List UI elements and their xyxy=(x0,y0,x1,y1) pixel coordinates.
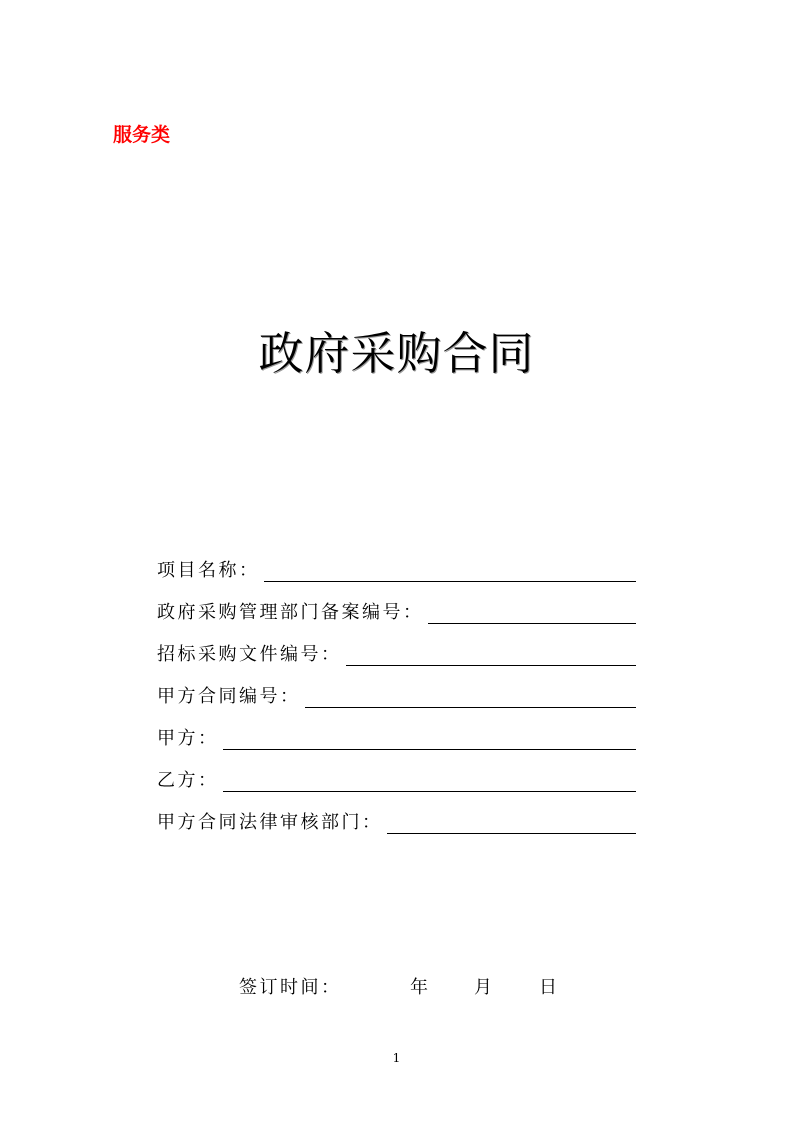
signing-year-label: 年 xyxy=(410,977,431,998)
field-label: 甲方： xyxy=(157,728,219,749)
signing-day-label: 日 xyxy=(539,977,560,998)
field-label: 甲方合同编号： xyxy=(157,686,301,707)
project-name-blank-line xyxy=(264,581,637,582)
field-label: 招标采购文件编号： xyxy=(157,644,342,665)
field-tender-document-number xyxy=(157,642,636,667)
party-a-contract-number-blank-line xyxy=(305,707,637,708)
signing-month-label: 月 xyxy=(474,977,495,998)
signing-date-row xyxy=(0,975,793,1001)
filing-number-blank-line xyxy=(428,623,637,624)
field-label: 政府采购管理部门备案编号： xyxy=(157,602,424,623)
legal-review-department-blank-line xyxy=(387,833,637,834)
field-label: 项目名称： xyxy=(157,560,260,581)
party-a-blank-line xyxy=(223,749,637,750)
field-legal-review-department xyxy=(157,810,636,835)
field-party-a-contract-number xyxy=(157,684,636,709)
field-party-a xyxy=(157,726,636,751)
field-label: 甲方合同法律审核部门： xyxy=(157,812,383,833)
party-b-blank-line xyxy=(223,791,637,792)
field-label: 乙方： xyxy=(157,770,219,791)
signing-date-label: 签订时间： xyxy=(239,977,342,998)
page-number: 1 xyxy=(392,1051,401,1065)
category-label: 服务类 xyxy=(113,124,171,146)
field-project-name xyxy=(157,558,636,583)
field-party-b xyxy=(157,768,636,793)
contract-info-fields xyxy=(157,558,636,852)
document-title: 政府采购合同 xyxy=(258,327,535,380)
tender-document-number-blank-line xyxy=(346,665,637,666)
field-filing-number xyxy=(157,600,636,625)
